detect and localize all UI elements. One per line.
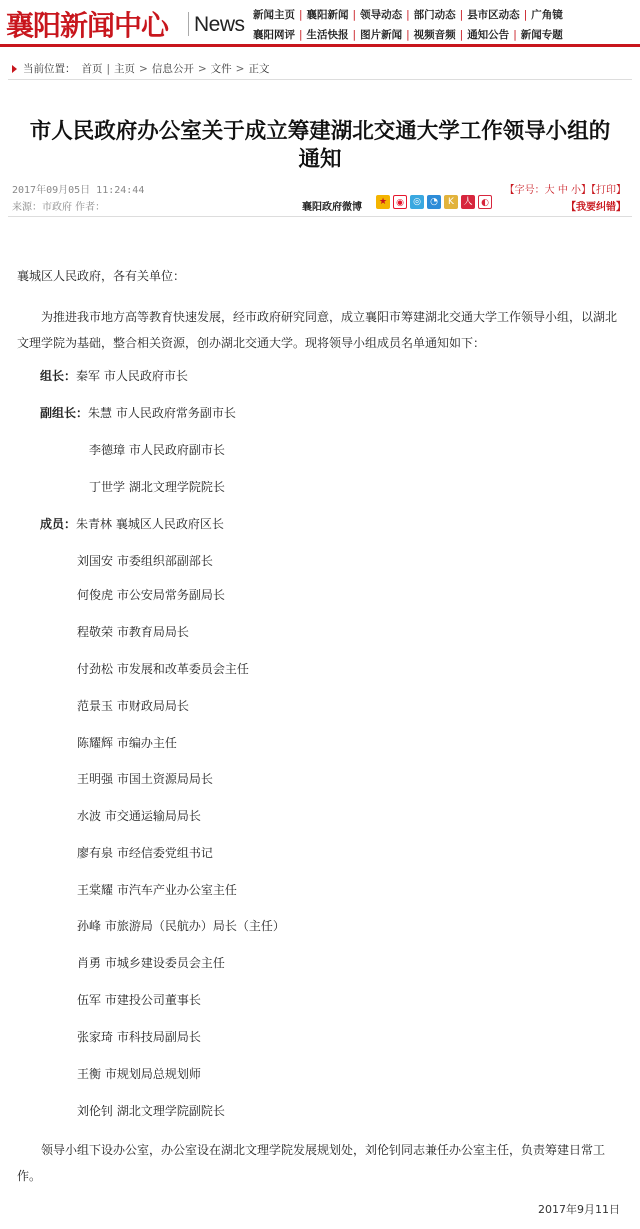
article-title-line-2: 通知	[298, 147, 342, 172]
article-source: 来源：市政府 作者：	[12, 202, 106, 213]
member-row	[40, 514, 224, 534]
breadcrumb: 当前位置： 首页 | 主页 > 信息公开 > 文件 > 正文	[8, 58, 632, 80]
weibo-label[interactable]: 襄阳政府微博	[302, 202, 362, 213]
document-date: 2017年9月11日	[538, 1203, 620, 1216]
member-row: 廖有泉 市经信委党组书记	[77, 846, 213, 860]
member-row: 张家琦 市科技局副局长	[77, 1030, 201, 1044]
logo-divider	[188, 12, 189, 36]
nav-link[interactable]: 领导动态	[360, 9, 403, 21]
nav-link[interactable]: 襄阳网评	[253, 29, 295, 41]
site-logo[interactable]: 襄阳新闻中心	[6, 9, 169, 42]
leader-label: 组长：	[40, 369, 77, 383]
member-row: 程敬荣 市教育局局长	[77, 625, 189, 639]
member-row: 伍军 市建投公司董事长	[77, 993, 201, 1007]
nav-link[interactable]: 通知公告	[467, 29, 510, 41]
nav-link[interactable]: 广角镜	[531, 9, 563, 21]
member-row: 王棠耀 市汽车产业办公室主任	[77, 883, 237, 897]
qzone-icon[interactable]: ◎	[410, 195, 424, 209]
nav-row-2: 襄阳网评 | 生活快报 | 图片新闻 | 视频音频 | 通知公告 | 新闻专题	[250, 26, 636, 43]
netease-icon[interactable]: ◐	[478, 195, 492, 209]
nav-link[interactable]: 新闻专题	[520, 29, 563, 41]
header-red-bar	[0, 44, 640, 47]
nav-link[interactable]: 县市区动态	[467, 9, 520, 21]
site-header	[0, 0, 640, 52]
intro-paragraph: 为推进我市地方高等教育快速发展，经市政府研究同意，成立襄阳市筹建湖北交通大学工作领导小组，以湖北文理学院为基础，整合相关资源，创办湖北交通大学。现将领导小组成员名单通知如下：	[17, 310, 618, 350]
breadcrumb-item[interactable]: 主页	[114, 63, 136, 75]
article-title-line-1: 市人民政府办公室关于成立筹建湖北交通大学工作领导小组的	[29, 119, 611, 144]
meta-divider	[8, 216, 632, 217]
breadcrumb-label: 当前位置：	[23, 63, 76, 75]
member-row: 付劲松 市发展和改革委员会主任	[77, 662, 249, 676]
member-row: 王明强 市国土资源局局长	[77, 772, 213, 786]
salutation: 襄城区人民政府，各有关单位：	[17, 269, 186, 283]
member-row: 肖勇 市城乡建设委员会主任	[77, 956, 225, 970]
nav-link[interactable]: 视频音频	[413, 29, 456, 41]
deputy-label: 副组长：	[40, 406, 89, 420]
nav-link[interactable]: 生活快报	[306, 29, 349, 41]
breadcrumb-arrow-icon	[12, 65, 17, 73]
deputy-row	[40, 403, 236, 423]
favorite-star-icon[interactable]: ★	[376, 195, 390, 209]
member-row: 范景玉 市财政局局长	[77, 699, 189, 713]
sina-weibo-icon[interactable]: ◉	[393, 195, 407, 209]
report-error-link[interactable]: 【我要纠错】	[566, 202, 626, 213]
members-label: 成员：	[40, 517, 77, 531]
tencent-weibo-icon[interactable]: ◔	[427, 195, 441, 209]
member-row: 陈耀辉 市编办主任	[77, 736, 177, 750]
deputy-row: 丁世学 湖北文理学院院长	[89, 480, 225, 494]
deputy-name: 朱慧 市人民政府常务副市长	[88, 406, 236, 420]
nav-link[interactable]: 图片新闻	[360, 29, 403, 41]
closing-paragraph: 领导小组下设办公室，办公室设在湖北文理学院发展规划处，刘伦钊同志兼任办公室主任，负责筹建日常工作。	[17, 1143, 606, 1183]
article-datetime: 2017年09月05日 11:24:44	[12, 185, 145, 196]
kaixin-icon[interactable]: K	[444, 195, 458, 209]
nav-link[interactable]: 新闻主页	[253, 9, 295, 21]
breadcrumb-item-home[interactable]: 首页	[81, 63, 103, 75]
member-row: 王衡 市规划局总规划师	[77, 1067, 201, 1081]
leader-row	[40, 366, 188, 386]
top-nav	[250, 6, 636, 46]
breadcrumb-item[interactable]: 文件	[210, 63, 232, 75]
renren-icon[interactable]: 人	[461, 195, 475, 209]
font-size-control[interactable]: 【字号：大 中 小】【打印】	[504, 185, 626, 196]
member-row: 何俊虎 市公安局常务副局长	[77, 588, 225, 602]
leader-name: 秦军 市人民政府市长	[76, 369, 188, 383]
nav-link[interactable]: 部门动态	[413, 9, 456, 21]
breadcrumb-item-current: 正文	[248, 63, 270, 75]
deputy-row: 李德璋 市人民政府副市长	[89, 443, 225, 457]
member-row: 水波 市交通运输局局长	[77, 809, 201, 823]
member-row: 刘国安 市委组织部副部长	[77, 554, 213, 568]
breadcrumb-item[interactable]: 信息公开	[151, 63, 194, 75]
article-title	[12, 118, 628, 174]
share-icons	[376, 195, 492, 209]
nav-row-1: 新闻主页 | 襄阳新闻 | 领导动态 | 部门动态 | 县市区动态 | 广角镜	[250, 6, 636, 23]
site-logo-news[interactable]: News	[194, 13, 245, 36]
member-name: 朱青林 襄城区人民政府区长	[76, 517, 224, 531]
member-row: 孙峰 市旅游局（民航办）局长（主任）	[77, 919, 285, 933]
nav-link[interactable]: 襄阳新闻	[306, 9, 349, 21]
member-row: 刘伦钊 湖北文理学院副院长	[77, 1104, 225, 1118]
